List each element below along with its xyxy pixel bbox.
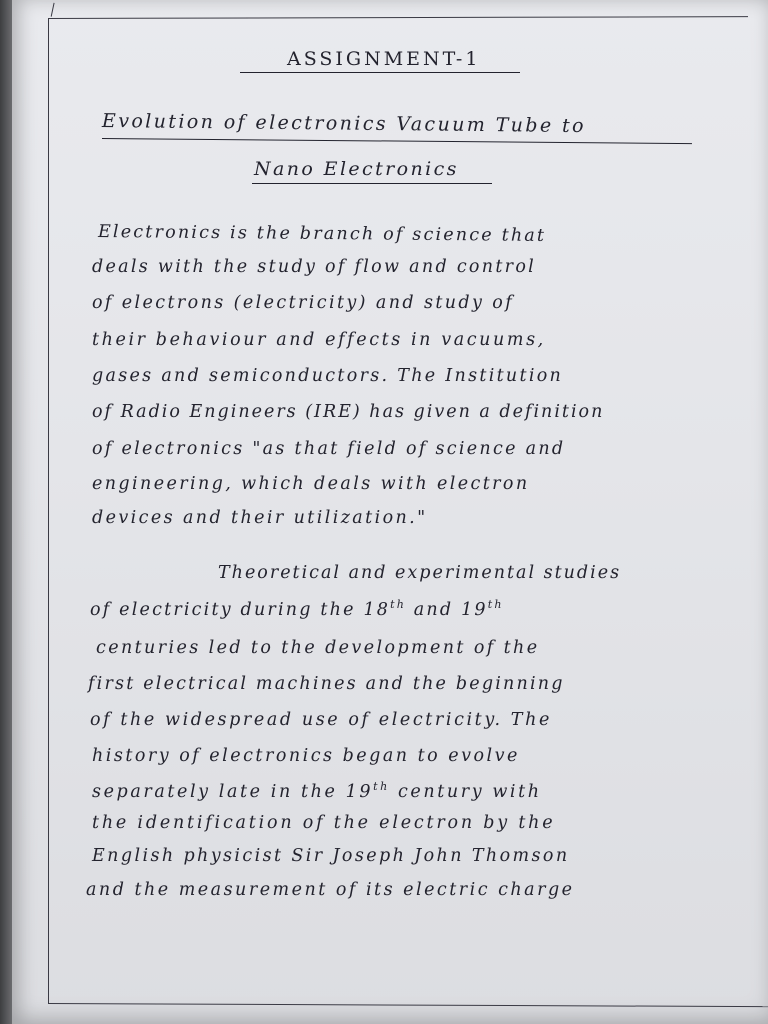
paragraph1-line: of electronics "as that field of science and: [92, 439, 566, 459]
superscript: th: [373, 780, 390, 793]
paragraph1-line: engineering, which deals with electron: [92, 474, 530, 494]
page-border-left: [48, 18, 49, 1003]
page-edge: [0, 0, 12, 1024]
paragraph1-line: devices and their utilization.": [92, 508, 428, 528]
heading-underline: [240, 72, 520, 73]
paragraph2-text: and 19: [406, 599, 488, 620]
title-underline-1: [102, 138, 692, 144]
paragraph2-line: Theoretical and experimental studies: [218, 563, 622, 583]
assignment-heading: ASSIGNMENT-1: [287, 48, 481, 70]
paragraph2-text: of electricity during the 18: [90, 599, 391, 620]
paragraph2-line: and the measurement of its electric charge: [86, 880, 575, 900]
paragraph1-line: gases and semiconductors. The Institution: [92, 366, 564, 386]
title-line-1: Evolution of electronics Vacuum Tube to: [101, 110, 587, 138]
paragraph2-text: century with: [389, 781, 542, 802]
paragraph1-line: Electronics is the branch of science that: [97, 222, 547, 246]
margin-corner-mark: [51, 3, 67, 19]
title-underline-2: [252, 183, 492, 184]
paragraph2-line: first electrical machines and the beginning: [88, 674, 565, 694]
paragraph1-line: of Radio Engineers (IRE) has given a definition: [92, 402, 605, 422]
paragraph1-line: deals with the study of flow and control: [92, 257, 537, 277]
paragraph2-line: [90, 598, 504, 620]
paragraph2-text: separately late in the 19: [92, 781, 374, 802]
paragraph1-line: their behaviour and effects in vacuums,: [92, 330, 546, 350]
paragraph1-line: of electrons (electricity) and study of: [92, 293, 515, 313]
paragraph2-line: history of electronics began to evolve: [92, 746, 520, 766]
paragraph2-line: [92, 780, 542, 802]
paragraph2-line: centuries led to the development of the: [96, 638, 540, 658]
title-line-2: Nano Electronics: [254, 158, 459, 180]
paragraph2-line: of the widespread use of electricity. The: [90, 710, 552, 730]
paragraph2-line: the identification of the electron by the: [92, 813, 556, 833]
superscript: th: [487, 598, 504, 611]
paragraph2-line: English physicist Sir Joseph John Thomson: [92, 846, 570, 866]
page-border-top: [48, 16, 748, 19]
notebook-page: [12, 0, 768, 1024]
superscript: th: [390, 598, 407, 611]
page-border-bottom: [48, 1003, 768, 1007]
